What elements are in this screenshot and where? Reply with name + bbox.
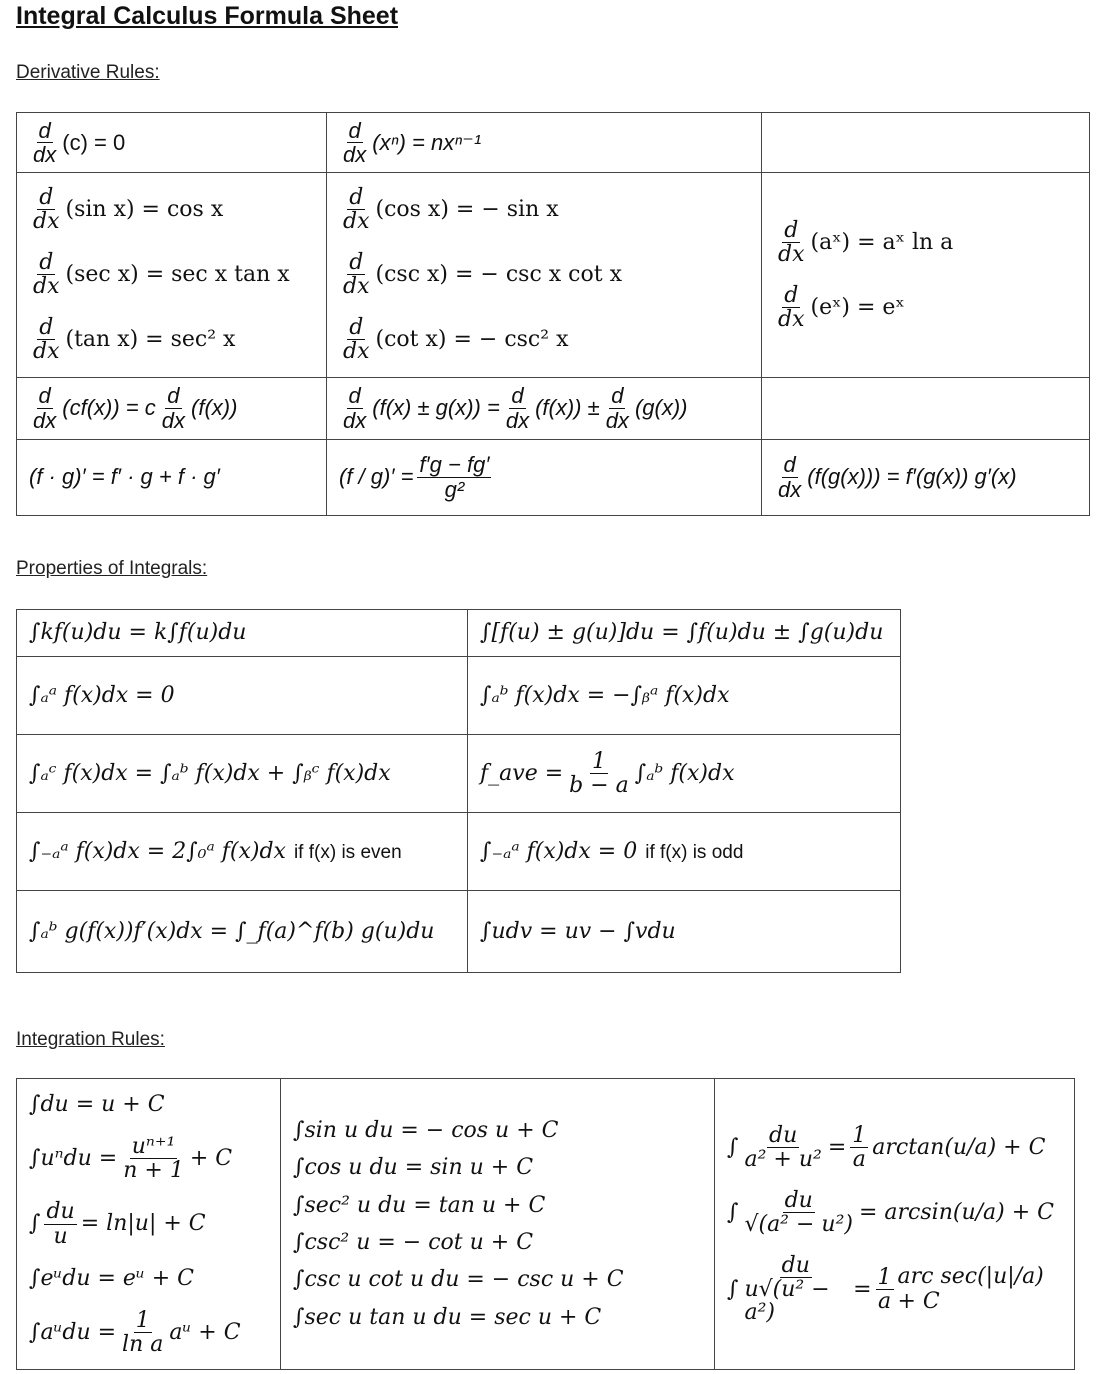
- section-heading-properties-of-integrals: Properties of Integrals:: [16, 558, 208, 579]
- properties-of-integrals-table: [16, 609, 901, 973]
- cell-derivative-product: [17, 439, 327, 515]
- cell-integral-even: ∫₋ₐᵃ f(x)dx = 2∫₀ᵃ f(x)dx if f(x) is even: [17, 813, 468, 891]
- formula-integral-csc-cot: ∫csc u cot u du = − csc u + C: [293, 1267, 624, 1293]
- formula-integral-exp-a: ∫aᵘdu = $\frac{1}{\text{ln a}}$ aᵘ + C: [29, 1307, 241, 1358]
- cell-integral-same-limits: ∫ₐᵃ f(x)dx = 0: [17, 657, 468, 735]
- cell-integration-inverse-trig: [715, 1079, 1075, 1370]
- cell-integral-average: f_ave = $\frac{1}{b - a}$ ∫ₐᵇ f(x)dx: [468, 735, 901, 813]
- formula-derivative-csc: (csc x) = − csc x cot x: [375, 262, 622, 288]
- cell-integral-odd: ∫₋ₐᵃ f(x)dx = 0 if f(x) is odd: [468, 813, 901, 891]
- formula-derivative-tan: (tan x) = sec² x: [65, 327, 236, 353]
- formula-derivative-exp-a: (aˣ) = aˣ ln a: [810, 229, 954, 255]
- formula-product-rule: (f · g)′ = f′ · g + f · g′: [29, 463, 220, 489]
- cell-empty: [762, 113, 1090, 173]
- formula-derivative-power: (xⁿ) = nxⁿ⁻¹: [372, 129, 482, 155]
- derivative-rules-table: [16, 112, 1090, 516]
- cell-derivative-constant: $\frac{d}{dx}$ (c) = 0: [17, 113, 327, 173]
- cell-derivative-trig-2: $\frac{d}{dx}$ (cos x) = − sin x $\frac{d}{dx}$ (csc x) = − csc x cot x $\frac{d}{dx}$ (cot x) = − csc² x: [327, 173, 762, 378]
- cell-integral-sum-diff: ∫[f(u) ± g(u)]du = ∫f(u)du ± ∫g(u)du: [468, 610, 901, 657]
- formula-derivative-constant: (c) = 0: [62, 129, 126, 155]
- cell-derivative-exponential: $\frac{d}{dx}$ (aˣ) = aˣ ln a $\frac{d}{dx}$ (eˣ) = eˣ: [762, 173, 1090, 378]
- section-heading-derivative-rules: Derivative Rules:: [16, 62, 160, 83]
- formula-integral-du: ∫du = u + C: [29, 1092, 165, 1117]
- formula-derivative-cot: (cot x) = − csc² x: [375, 327, 569, 353]
- formula-integral-exp-e: ∫eᵘdu = eᵘ + C: [29, 1265, 194, 1291]
- section-heading-integration-rules: Integration Rules:: [16, 1029, 165, 1050]
- cell-integral-additivity: ∫ₐᶜ f(x)dx = ∫ₐᵇ f(x)dx + ∫ᵦᶜ f(x)dx: [17, 735, 468, 813]
- formula-derivative-sin: (sin x) = cos x: [65, 196, 224, 222]
- cell-integral-by-parts: ∫udv = uv − ∫vdu: [468, 891, 901, 973]
- formula-integral-cos: ∫cos u du = sin u + C: [293, 1155, 534, 1181]
- formula-derivative-exp-e: (eˣ) = eˣ: [810, 294, 905, 320]
- cell-integration-trig: [281, 1079, 715, 1370]
- cell-empty: [762, 377, 1090, 439]
- cell-integral-swap-limits: ∫ₐᵇ f(x)dx = −∫ᵦᵃ f(x)dx: [468, 657, 901, 735]
- formula-integral-sin: ∫sin u du = − cos u + C: [293, 1118, 559, 1144]
- formula-integral-arcsec: ∫ $\frac{du}{\text{u√(u² − a²)}}$ = $\frac{1}{a}$ arc sec(|u|/a) + C: [727, 1253, 1044, 1326]
- cell-integration-basic: [17, 1079, 281, 1370]
- formula-integral-sec-tan: ∫sec u tan u du = sec u + C: [293, 1304, 602, 1330]
- formula-derivative-sec: (sec x) = sec x tan x: [65, 262, 290, 288]
- formula-chain-rule: (f(g(x))) = f′(g(x)) g′(x): [807, 464, 1017, 490]
- cell-derivative-chain: $\frac{d}{dx}$ (f(g(x))) = f′(g(x)) g′(x): [762, 439, 1090, 515]
- cell-derivative-quotient: (f / g)′ = $\frac{f'g - fg'}{\text{g²}}$: [327, 439, 762, 515]
- cell-derivative-sum: $\frac{d}{dx}$ (f(x) ± g(x)) = $\frac{d}{dx}$ (f(x)) ± $\frac{d}{dx}$ (g(x)): [327, 377, 762, 439]
- formula-integral-log: ∫ $\frac{du}{u}$ = ln|u| + C: [29, 1199, 206, 1249]
- formula-integral-csc2: ∫csc² u = − cot u + C: [293, 1230, 534, 1256]
- formula-integral-sec2: ∫sec² u du = tan u + C: [293, 1192, 546, 1218]
- formula-integral-power: ∫uⁿdu = $\frac{\text{uⁿ⁺¹}}{n + 1}$ + C: [29, 1134, 233, 1184]
- formula-derivative-cos: (cos x) = − sin x: [375, 196, 559, 222]
- page-title: Integral Calculus Formula Sheet: [16, 2, 399, 30]
- integration-rules-table: [16, 1078, 1075, 1370]
- cell-integral-substitution: ∫ₐᵇ g(f(x))f′(x)dx = ∫_f(a)^f(b) g(u)du: [17, 891, 468, 973]
- formula-integral-arcsin: ∫ $\frac{du}{\text{√(a² − u²)}}$ = arcsin(u/a) + C: [727, 1187, 1054, 1238]
- cell-derivative-trig-1: $\frac{d}{dx}$ (sin x) = cos x $\frac{d}{dx}$ (sec x) = sec x tan x $\frac{d}{dx}$ (tan x) = sec² x: [17, 173, 327, 378]
- cell-derivative-power: $\frac{d}{dx}$ (xⁿ) = nxⁿ⁻¹: [327, 113, 762, 173]
- formula-integral-arctan: ∫ $\frac{du}{\text{a² + u²}}$ = $\frac{1}{a}$ arctan(u/a) + C: [727, 1122, 1046, 1172]
- cell-derivative-const-multiple: $\frac{d}{dx}$ (cf(x)) = c $\frac{d}{dx}$ (f(x)): [17, 377, 327, 439]
- cell-integral-const-multiple: ∫kf(u)du = k∫f(u)du: [17, 610, 468, 657]
